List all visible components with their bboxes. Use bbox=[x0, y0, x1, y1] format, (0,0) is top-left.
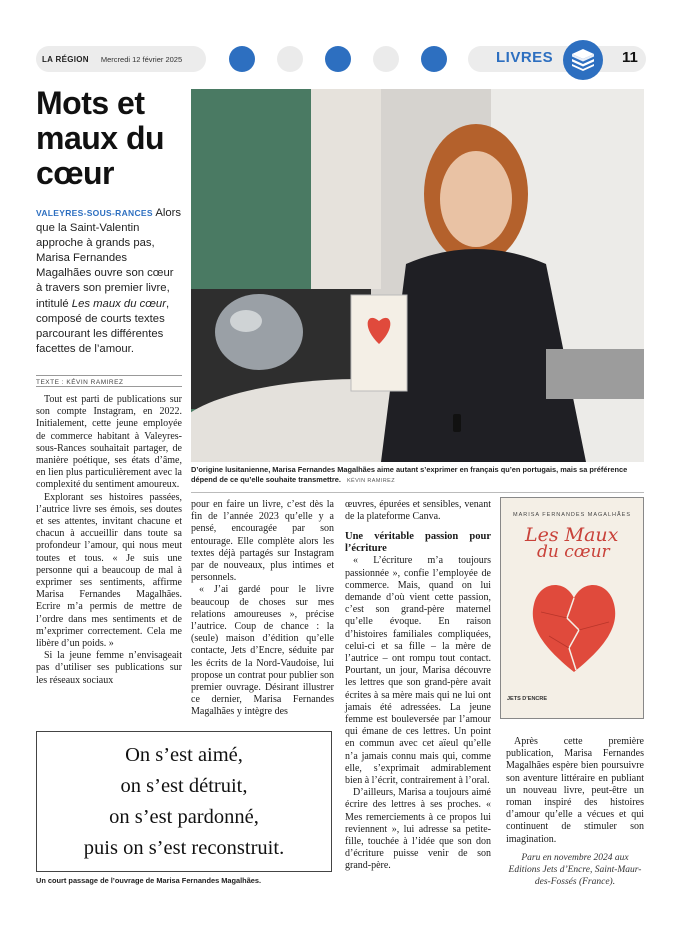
decorative-dot bbox=[325, 46, 351, 72]
section-label: LIVRES bbox=[496, 49, 554, 66]
quote-line: on s’est détruit, bbox=[120, 774, 248, 797]
book-publisher: JETS D’ENCRE bbox=[507, 696, 548, 702]
caption-text: D’origine lusitanienne, Marisa Fernandes Magalhães aime autant s’exprimer en français qu’en portugais, mais sa préférence dépend de ce qu’elle souhaite transmettre. bbox=[191, 465, 628, 485]
decorative-dot bbox=[373, 46, 399, 72]
photo-credit: KÉVIN RAMIREZ bbox=[346, 478, 395, 485]
lead-text: , composé de courts textes parcourant les différentes facettes de l’amour. bbox=[36, 297, 170, 355]
article-column-1 bbox=[36, 394, 182, 687]
byline: TEXTE : KÉVIN RAMIREZ bbox=[36, 375, 182, 386]
decorative-dot bbox=[277, 46, 303, 72]
paragraph: « L’écriture m’a toujours passionnée », confie l’employée de commerce. Mais, quand on lui demande d’où vient cette passion, c’est son grand-père maternel qu’elle évoque. En raison d’histoires familiales compliquées, celui-ci et sa fille – la mère de l’autrice – ont rompu tout contact. Pourtant, un jour, Marisa découvre les lettres que son grand-père avait écrites à sa mère mais qui ne lui ont jamais été adressées. La jeune femme est bouleversée par l’amour qui émane de ces lettres. Un point en commun avec cet aïeul qu’elle n’a jamais connu mais qui, comme elle, s’exprimait admirablement bien à l’écrit, contrairement à l’oral. bbox=[345, 555, 491, 787]
pull-quote bbox=[36, 731, 332, 872]
article-column-3 bbox=[345, 499, 491, 873]
paragraph: Tout est parti de publications sur son compte Instagram, en 2022. Initialement, cette jeune employée de commerce habitant à Valeyres-sous-Rances souhaitait partager, de manière poétique, ses états d’âme, en lien plus particulièrement avec la complexité du sentiment amoureux. bbox=[36, 394, 182, 491]
quote-line: On s’est aimé, bbox=[125, 743, 243, 766]
quote-line: puis on s’est reconstruit. bbox=[83, 836, 285, 859]
decorative-dot bbox=[229, 46, 255, 72]
lead-text: Alors que la Saint-Valentin approche à grands pas, Marisa Fernandes Magalhães ouvre son cœur à travers son premier livre, intitulé bbox=[36, 207, 182, 310]
broken-heart-icon bbox=[529, 574, 619, 674]
paragraph: Après cette première publication, Marisa Fernandes Magalhães espère bien poursuivre son aventure littéraire en publiant un nouveau livre, peut-être un roman inspiré des histoires d’amour qu’elle a vécues et qui continuent de stimuler son imagination. bbox=[506, 736, 644, 845]
subheading: Une véritable passion pour l’écriture bbox=[345, 531, 491, 555]
article-column-2 bbox=[191, 499, 334, 719]
quote-line: on s’est pardonné, bbox=[109, 805, 259, 828]
paragraph: Explorant ses histoires passées, l’autrice livre ses émois, ses doutes et ses attentes, invitant chacune et chacun à accueillir dans toute sa profondeur l’amour, qui nous meut toutes et tous. « Je suis une personne qui a beaucoup de mal à exprimer ses sentiments, affirme Marisa Fernandes Magalhães. Ecrire m’a permis de mettre de l’ordre dans mes sentiments et de m’exprimer correctement. Cela me libère d’un poids. » bbox=[36, 491, 182, 650]
book-cover bbox=[500, 497, 644, 719]
dateline-place: VALEYRES-SOUS-RANCES bbox=[36, 208, 153, 218]
decorative-dot bbox=[421, 46, 447, 72]
article-column-4 bbox=[506, 736, 644, 846]
lead-book-title: Les maux du cœur bbox=[71, 297, 166, 310]
paragraph: pour en faire un livre, c’est dès la fin de l’année 2023 qu’elle y a pensé, encouragée par son entourage. Elle complète alors les textes déjà partagés sur Instagram par de nouveaux, plus intimes et personnels. bbox=[191, 499, 334, 584]
book-author: MARISA FERNANDES MAGALHÃES bbox=[513, 512, 631, 518]
issue-date: Mercredi 12 février 2025 bbox=[100, 54, 183, 64]
quote-caption: Un court passage de l’ouvrage de Marisa Fernandes Magalhães. bbox=[36, 876, 262, 885]
page-number: 11 bbox=[622, 49, 638, 66]
paragraph: « J’ai gardé pour le livre beaucoup de choses sur mes relations amoureuses », précise l’autrice. Coup de chance : la (seule) maison d’édition qu’elle contacte, Jets d’Encre, séduite par les écrits de la Nord-Vaudoise, lui propose un contrat pour publier son premier ouvrage. Désirant illustrer ce dernier, Marisa Fernandes Magalhães y intègre des bbox=[191, 584, 334, 718]
header-bar bbox=[36, 46, 206, 72]
paragraph: œuvres, épurées et sensibles, venant de la plateforme Canva. bbox=[345, 499, 491, 523]
author-photo bbox=[191, 89, 644, 462]
book-title: Les Maux bbox=[525, 524, 619, 546]
paragraph: D’ailleurs, Marisa a toujours aimé écrire des lettres à ses proches. « Mes remerciements à ce propos lui reviennent », lui adresse sa petite-fille, touchée à l’idée que son don d’écriture puisse venir de son grand-père. bbox=[345, 787, 491, 872]
book-title: du cœur bbox=[537, 542, 610, 562]
article-lead bbox=[36, 206, 182, 357]
divider bbox=[36, 386, 182, 387]
section-bar bbox=[468, 46, 646, 72]
article-headline: Mots et maux du cœur bbox=[36, 85, 165, 191]
books-stack-icon bbox=[563, 40, 603, 80]
paragraph: Si la jeune femme n’envisageait pas d’utiliser ses publications sur les réseaux sociaux bbox=[36, 650, 182, 686]
publication-name: LA RÉGION bbox=[42, 54, 89, 64]
publication-note: Paru en novembre 2024 aux Editions Jets d’Encre, Saint-Maur-des-Fossés (France). bbox=[508, 853, 642, 887]
divider bbox=[191, 492, 644, 493]
photo-caption bbox=[191, 465, 644, 486]
